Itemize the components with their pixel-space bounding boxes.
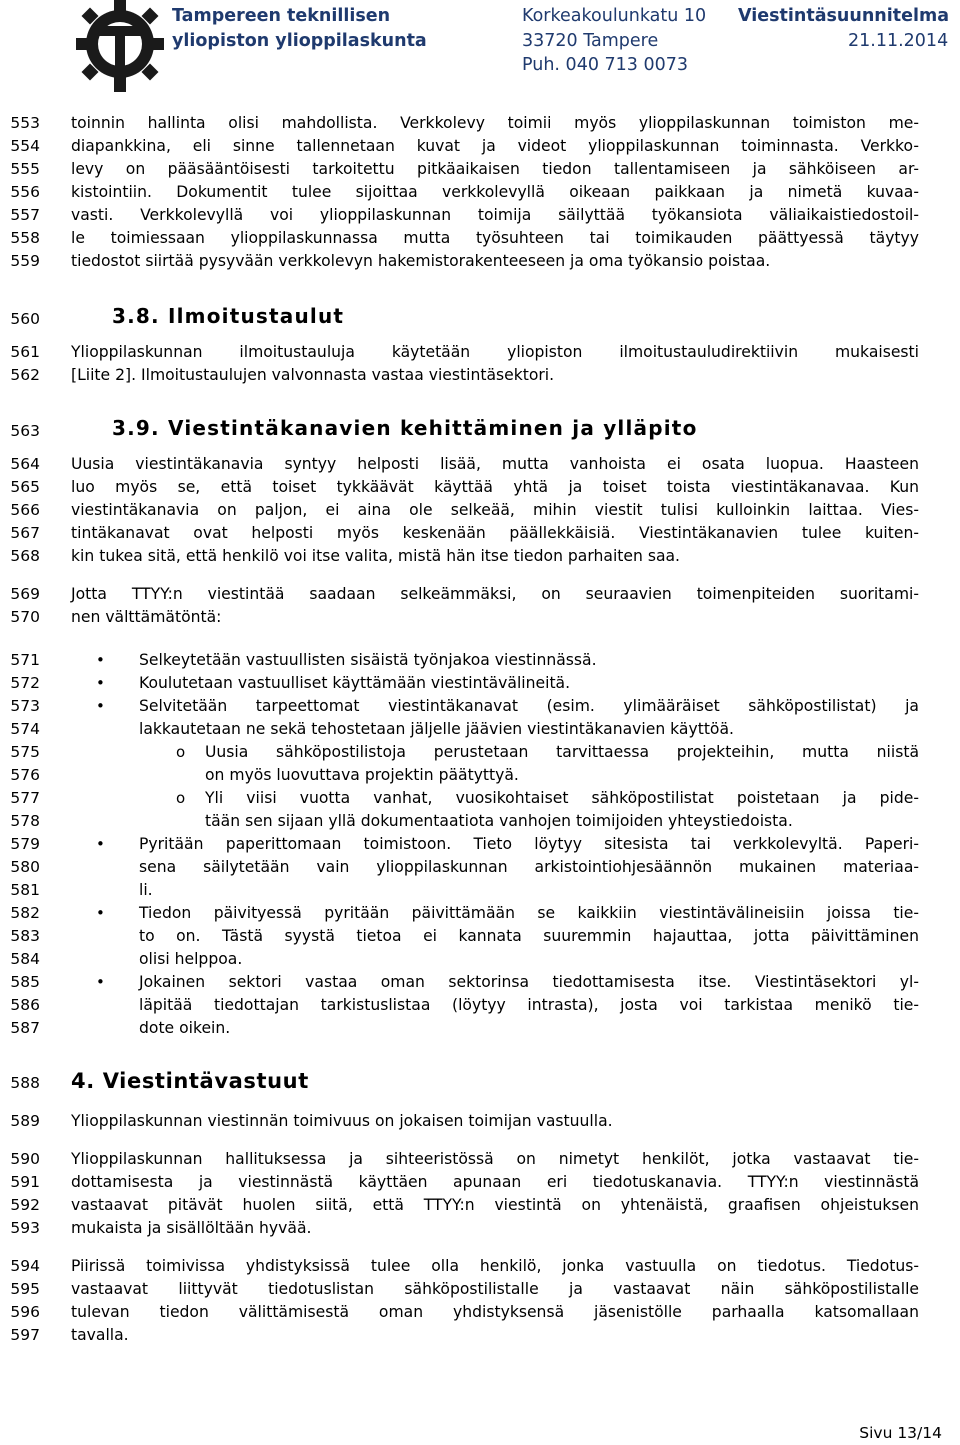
chapter-heading: 4. Viestintävastuut xyxy=(71,1069,309,1093)
paragraph-line: mukaista ja sisällöltään hyvää. xyxy=(71,1219,312,1237)
list-item-line: sena säilytetään vain ylioppilaskunnan arkistointiohjesäännön mukainen materiaa- xyxy=(139,858,919,876)
paragraph-line: vasti. Verkkolevyllä voi ylioppilaskunnan toimija säilyttää työkansiota väliaikaistiedostoil- xyxy=(71,206,919,224)
paragraph-line: luo myös se, että toiset tykkäävät käyttää yhtä ja toiset toista viestintäkanavaa. Kun xyxy=(71,478,919,496)
address-city: 33720 Tampere xyxy=(522,31,659,51)
list-item-line: Pyritään paperittomaan toimistoon. Tieto löytyy sitesista tai verkkolevyltä. Paperi- xyxy=(139,835,919,853)
line-number: 597 xyxy=(10,1326,40,1344)
list-item-line: dote oikein. xyxy=(139,1019,231,1037)
paragraph-line: tavalla. xyxy=(71,1326,129,1344)
org-name-line1: Tampereen teknillisen xyxy=(172,6,391,26)
line-number: 583 xyxy=(10,927,40,945)
line-number: 574 xyxy=(10,720,40,738)
paragraph-line: Ylioppilaskunnan ilmoitustauluja käytetään yliopiston ilmoitustauludirektiivin mukaisesti xyxy=(71,343,919,361)
line-number: 592 xyxy=(10,1196,40,1214)
line-number: 569 xyxy=(10,585,40,603)
paragraph-line: levy on pääsääntöisesti tarkoitettu pitkäaikaisen tiedon tallentamiseen ja sähköiseen ar- xyxy=(71,160,919,178)
paragraph-line: [Liite 2]. Ilmoitustaulujen valvonnasta vastaa viestintäsektori. xyxy=(71,366,555,384)
sub-bullet-icon: o xyxy=(176,789,186,807)
line-number: 566 xyxy=(10,501,40,519)
list-item-line: Jokainen sektori vastaa oman sektorinsa tiedottamisesta itse. Viestintäsektori yl- xyxy=(139,973,919,991)
list-item-line: Tiedon päivityessä pyritään päivittämään se kaikkiin viestintävälineisiin joissa tie- xyxy=(139,904,919,922)
line-number: 559 xyxy=(10,252,40,270)
line-number: 584 xyxy=(10,950,40,968)
line-number: 556 xyxy=(10,183,40,201)
paragraph-line: tintäkanavat ovat helposti myös keskenään päällekkäisiä. Viestintäkanavien tulee kuiten- xyxy=(71,524,919,542)
line-number: 580 xyxy=(10,858,40,876)
paragraph-line: Jotta TTYY:n viestintää saadaan selkeämmäksi, on seuraavien toimenpiteiden suoritami- xyxy=(71,585,919,603)
line-number: 564 xyxy=(10,455,40,473)
line-number: 587 xyxy=(10,1019,40,1037)
document-title: Viestintäsuunnitelma xyxy=(738,6,950,26)
line-number: 572 xyxy=(10,674,40,692)
line-number: 578 xyxy=(10,812,40,830)
line-number: 554 xyxy=(10,137,40,155)
bullet-icon: • xyxy=(96,674,105,692)
line-number: 581 xyxy=(10,881,40,899)
list-item-line: läpitää tiedottajan tarkistuslistaa (löytyy intrasta), josta voi tarkistaa menikö tie- xyxy=(139,996,919,1014)
page-number: Sivu 13/14 xyxy=(859,1424,942,1442)
paragraph-line: kistointiin. Dokumentit tulee sijoittaa verkkolevyllä oikeaan paikkaan ja nimetä kuvaa- xyxy=(71,183,919,201)
bullet-icon: • xyxy=(96,904,105,922)
paragraph-line: le toimiessaan ylioppilaskunnassa mutta työsuhteen tai toimikauden päättyessä täytyy xyxy=(71,229,919,247)
sublist-item-line: on myös luovuttava projektin päätyttyä. xyxy=(205,766,519,784)
list-item-line: Selkeytetään vastuullisten sisäistä työnjakoa viestinnässä. xyxy=(139,651,597,669)
line-number: 570 xyxy=(10,608,40,626)
paragraph-line: vastaavat pitävät huolen siitä, että TTYY:n viestintä on yhtenäistä, graafisen ohjeistuksen xyxy=(71,1196,919,1214)
paragraph-line: tulevan tiedon välittämisestä oman yhdistyksensä jäsenistölle parhaalla katsomallaan xyxy=(71,1303,919,1321)
line-number: 567 xyxy=(10,524,40,542)
paragraph-line: Ylioppilaskunnan viestinnän toimivuus on jokaisen toimijan vastuulla. xyxy=(71,1112,613,1130)
line-number: 571 xyxy=(10,651,40,669)
line-number: 573 xyxy=(10,697,40,715)
list-item-line: li. xyxy=(139,881,153,899)
line-number: 565 xyxy=(10,478,40,496)
line-number: 579 xyxy=(10,835,40,853)
line-number: 560 xyxy=(10,310,40,328)
line-number: 591 xyxy=(10,1173,40,1191)
line-number: 561 xyxy=(10,343,40,361)
org-name-line2: yliopiston ylioppilaskunta xyxy=(172,31,427,51)
list-item-line: Koulutetaan vastuulliset käyttämään viestintävälineitä. xyxy=(139,674,571,692)
paragraph-line: toinnin hallinta olisi mahdollista. Verkkolevy toimii myös ylioppilaskunnan toimiston me- xyxy=(71,114,919,132)
list-item-line: Selvitetään tarpeettomat viestintäkanavat (esim. ylimääräiset sähköpostilistat) ja xyxy=(139,697,919,715)
document-date: 21.11.2014 xyxy=(848,31,949,51)
paragraph-line: viestintäkanavia on paljon, ei aina ole selkeää, mihin viestit tulisi kulloinkin laittaa. Vies- xyxy=(71,501,919,519)
line-number: 557 xyxy=(10,206,40,224)
line-number: 588 xyxy=(10,1074,40,1092)
line-number: 589 xyxy=(10,1112,40,1130)
sublist-item-line: tään sen sijaan yllä dokumentaatiota vanhojen toimijoiden yhteystiedoista. xyxy=(205,812,793,830)
list-item-line: lakkautetaan ne sekä tehostetaan jäljelle jäävien viestintäkanavien käyttöä. xyxy=(139,720,734,738)
paragraph-line: nen välttämätöntä: xyxy=(71,608,222,626)
paragraph-line: kin tukea sitä, että henkilö voi itse valita, mistä hän itse tiedon parhaiten saa. xyxy=(71,547,681,565)
line-number: 555 xyxy=(10,160,40,178)
line-number: 563 xyxy=(10,422,40,440)
section-heading: 3.8. Ilmoitustaulut xyxy=(112,304,345,328)
line-number: 577 xyxy=(10,789,40,807)
page-header xyxy=(0,0,960,92)
sublist-item-line: Yli viisi vuotta vanhat, vuosikohtaiset sähköpostilistat poistetaan ja pide- xyxy=(205,789,919,807)
line-number: 595 xyxy=(10,1280,40,1298)
line-number: 562 xyxy=(10,366,40,384)
paragraph-line: diapankkina, eli sinne tallennetaan kuvat ja videot ylioppilaskunnan toiminnasta. Verkko- xyxy=(71,137,919,155)
address-street: Korkeakoulunkatu 10 xyxy=(522,6,707,26)
bullet-icon: • xyxy=(96,697,105,715)
list-item-line: olisi helppoa. xyxy=(139,950,243,968)
line-number: 582 xyxy=(10,904,40,922)
sub-bullet-icon: o xyxy=(176,743,186,761)
gear-logo-icon xyxy=(70,0,170,92)
paragraph-line: dottamisesta ja viestinnästä käyttäen apunaan eri tiedotuskanavia. TTYY:n viestinnästä xyxy=(71,1173,919,1191)
paragraph-line: Piirissä toimivissa yhdistyksissä tulee olla henkilö, jonka vastuulla on tiedotus. Tiedotus- xyxy=(71,1257,919,1275)
bullet-icon: • xyxy=(96,973,105,991)
list-item-line: to on. Tästä syystä tietoa ei kannata suuremmin hajauttaa, jotta päivittäminen xyxy=(139,927,919,945)
line-number: 576 xyxy=(10,766,40,784)
bullet-icon: • xyxy=(96,835,105,853)
line-number: 594 xyxy=(10,1257,40,1275)
line-number: 558 xyxy=(10,229,40,247)
paragraph-line: Ylioppilaskunnan hallituksessa ja sihteeristössä on nimetyt henkilöt, jotka vastaavat tie- xyxy=(71,1150,919,1168)
line-number: 596 xyxy=(10,1303,40,1321)
line-number: 585 xyxy=(10,973,40,991)
line-number: 593 xyxy=(10,1219,40,1237)
address-phone: Puh. 040 713 0073 xyxy=(522,55,689,75)
section-heading: 3.9. Viestintäkanavien kehittäminen ja ylläpito xyxy=(112,416,698,440)
line-number: 568 xyxy=(10,547,40,565)
line-number: 586 xyxy=(10,996,40,1014)
bullet-icon: • xyxy=(96,651,105,669)
line-number: 553 xyxy=(10,114,40,132)
line-number: 575 xyxy=(10,743,40,761)
sublist-item-line: Uusia sähköpostilistoja perustetaan tarvittaessa projekteihin, mutta niistä xyxy=(205,743,919,761)
paragraph-line: Uusia viestintäkanavia syntyy helposti lisää, mutta vanhoista ei osata luopua. Haasteen xyxy=(71,455,919,473)
paragraph-line: tiedostot siirtää pysyvään verkkolevyn hakemistorakenteeseen ja oma työkansio poistaa. xyxy=(71,252,771,270)
line-number: 590 xyxy=(10,1150,40,1168)
paragraph-line: vastaavat liittyvät tiedotuslistan sähköpostilistalle ja vastaavat näin sähköpostilistalle xyxy=(71,1280,919,1298)
